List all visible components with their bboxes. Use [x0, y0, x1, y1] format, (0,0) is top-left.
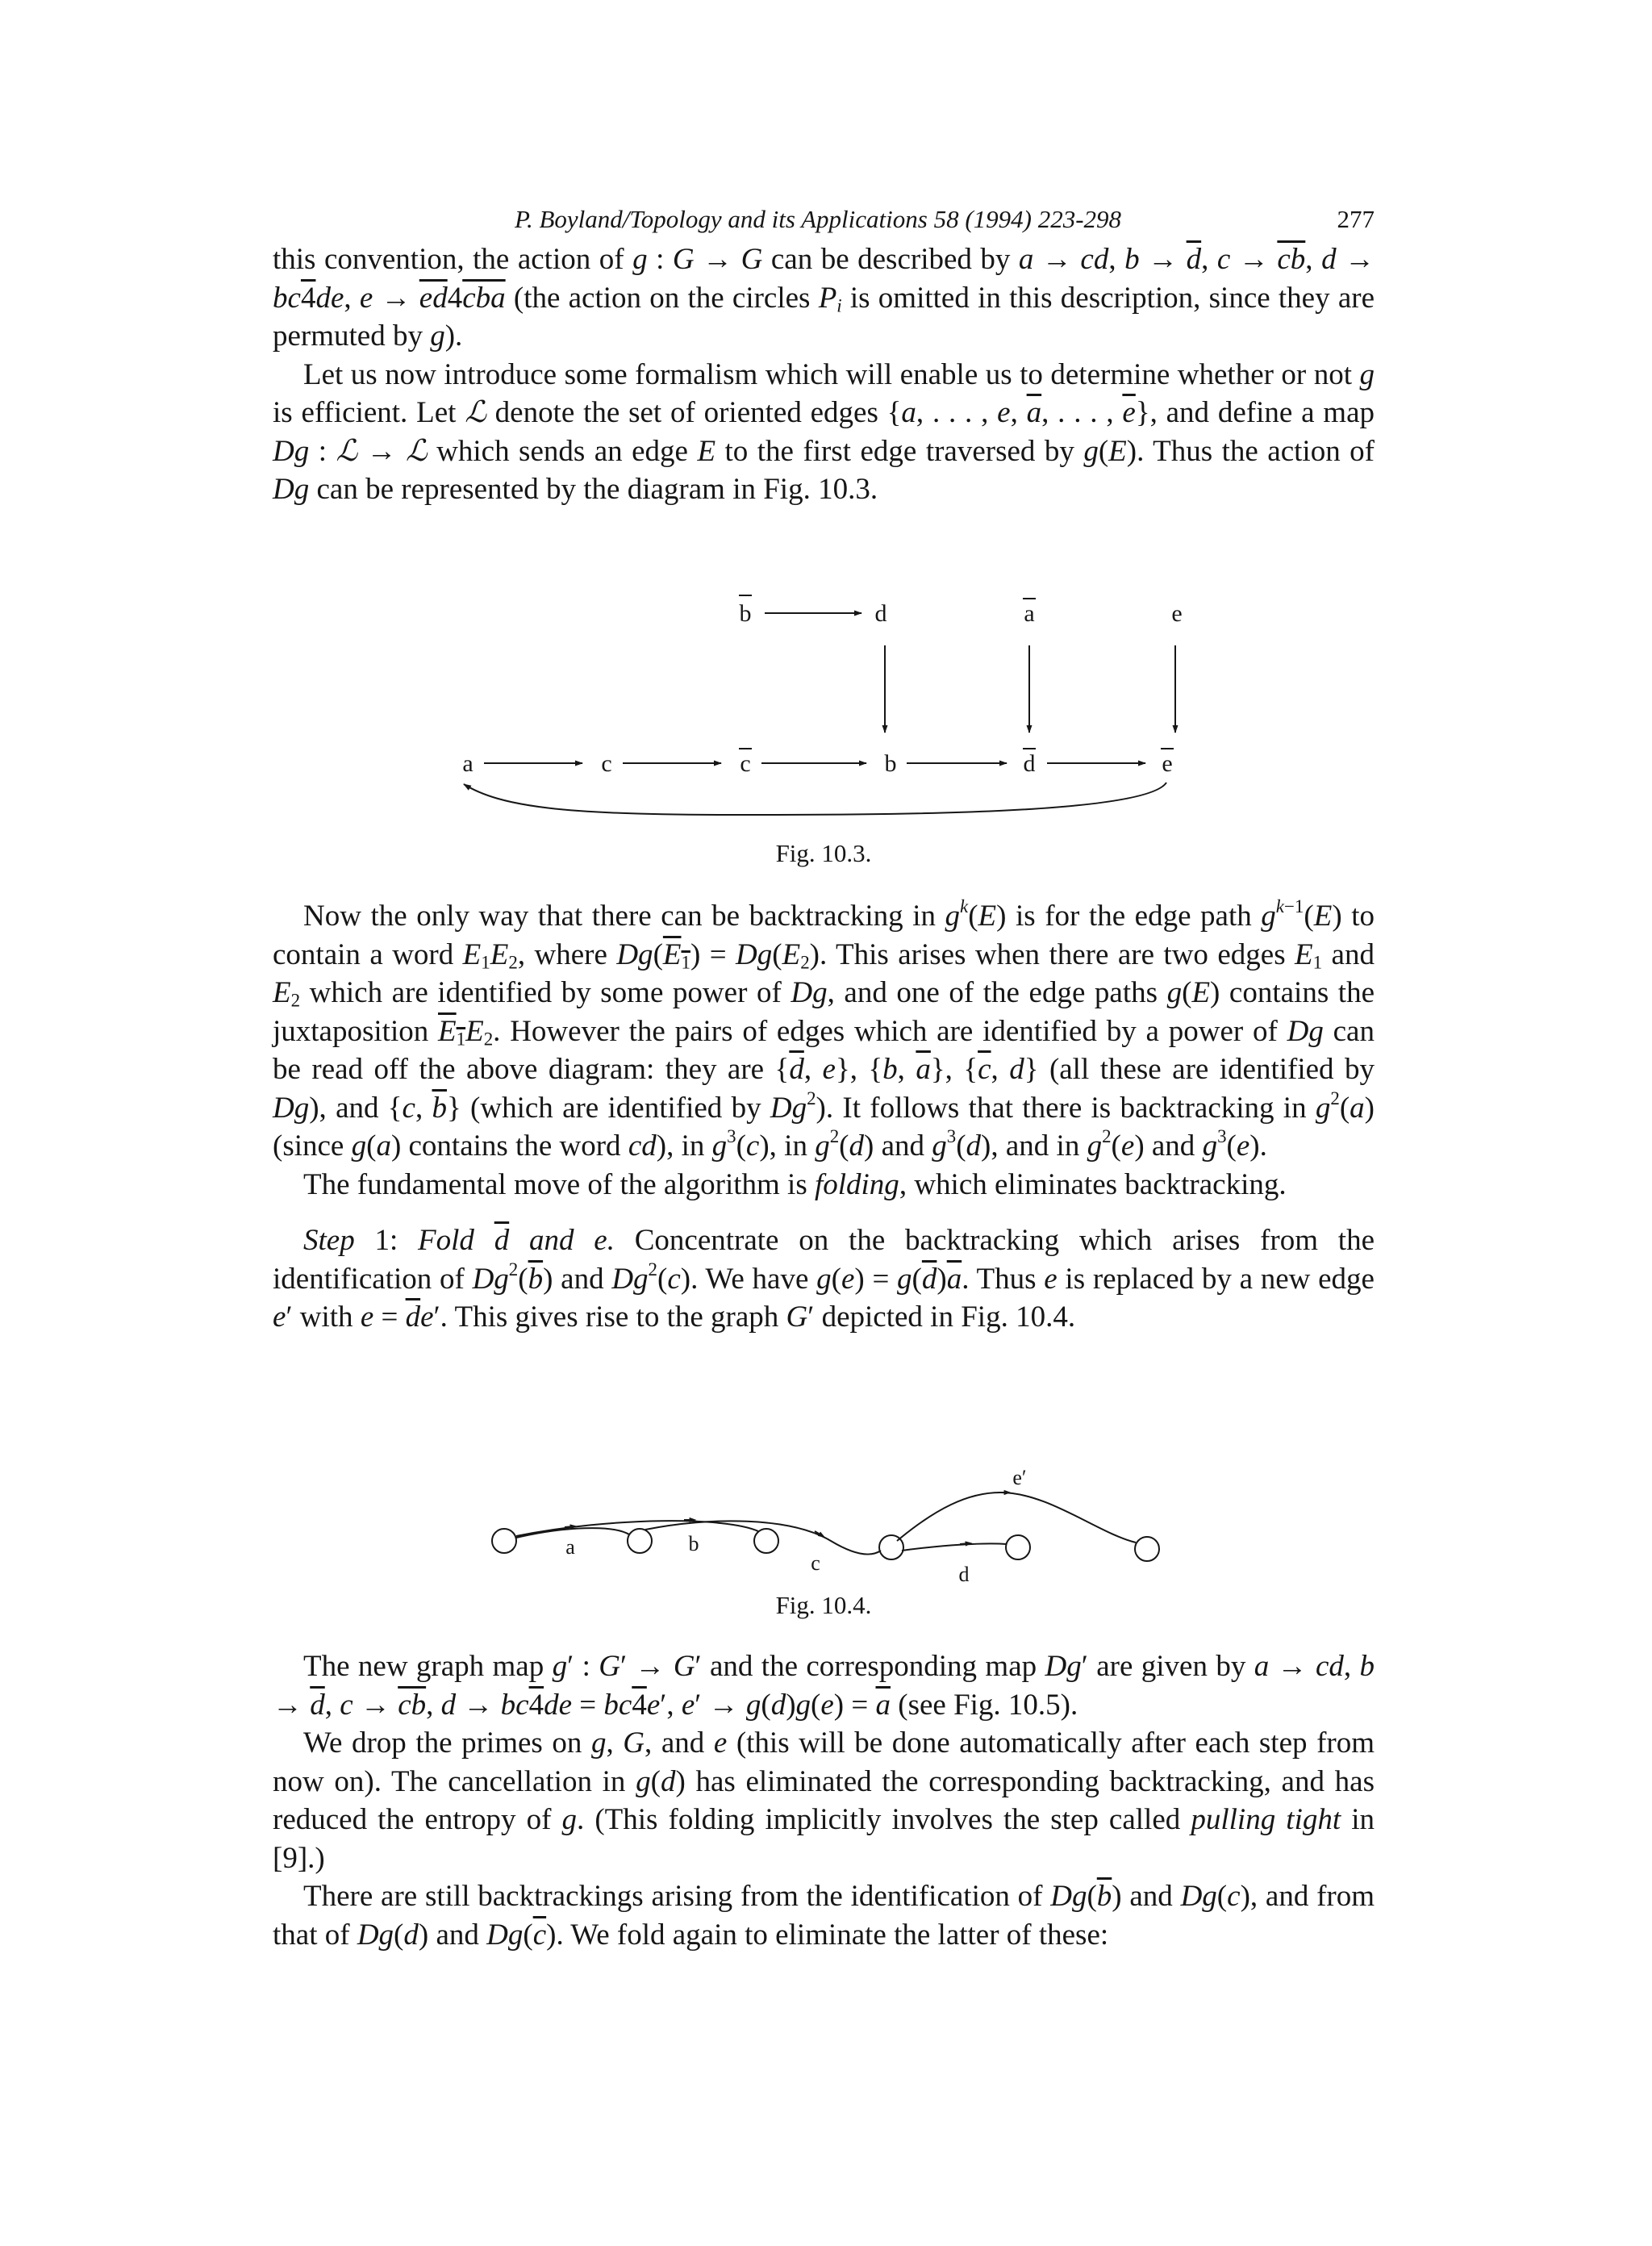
fig103-top-a: a: [1024, 600, 1035, 627]
paragraph-step-1: Step 1: Fold $\overline{d}$ and e. Concentrate on the backtracking which arises from the identification of $Dg^2(\overline{b})$ and Dg$^2$(c). We have $g(e) = g(\overline{d})\overline{a}$. Thus e is replaced by a new edge e′ with $e = \overline{d}e'$. This gives rise to the graph G′ depicted in Fig. 10.4.: [273, 1224, 1375, 1334]
running-head: P. Boyland/Topology and its Applications 58 (1994) 223-298: [515, 205, 1122, 233]
fig103-top-e: e: [1171, 600, 1183, 627]
fig-10-3-caption: Fig. 10.3.: [775, 839, 872, 867]
lower-content: [273, 839, 1375, 1337]
lower-content-2: [273, 1591, 1375, 1954]
edge-b: [516, 1521, 758, 1536]
paragraph-convention: this convention, the action of g : G → G can be described by a → cd, $b \to \overline{d}$, $c \to \overline{cb}$, d → bc4de, $e \to \overline{ed}4\overline{cba}$ (the action on the circles $P_i$ is omitted in this description, since they are permuted by g).: [273, 243, 1375, 353]
vertex-circle-4: [879, 1535, 903, 1559]
fig103-bot-e-bar: e: [1162, 750, 1173, 777]
edge-d: [902, 1543, 1007, 1551]
fig104-label-d: d: [958, 1563, 970, 1586]
fig103-bot-b: b: [884, 750, 897, 777]
fig103-bot-a: a: [462, 750, 473, 777]
fig104-label-e-prime: e′: [1012, 1466, 1027, 1489]
fig104-label-b: b: [688, 1532, 699, 1555]
fig-10-4-graph: [492, 1492, 1159, 1561]
fig103-top-d: d: [874, 600, 887, 627]
paragraph-drop-primes: We drop the primes on g, G, and e (this will be done automatically after each step from now on). The cancellation in g(d) has eliminated the corresponding backtracking, and has reduced the entropy of g. (This folding implicitly involves the step called pulling tight in [9].): [273, 1726, 1375, 1875]
vertex-circle-3: [754, 1529, 778, 1553]
fig103-bot-c: c: [601, 750, 612, 777]
vertex-circle-2: [628, 1529, 652, 1553]
fig104-label-c: c: [811, 1551, 820, 1575]
edge-a: [516, 1528, 629, 1538]
vertex-circle-6: [1135, 1537, 1159, 1561]
fig103-bot-d-bar: d: [1023, 750, 1036, 777]
edge-e-prime: [897, 1492, 1136, 1543]
vertex-circle-1: [492, 1529, 516, 1553]
paragraph-new-map: The new graph map g′ : G′ → G′ and the corresponding map Dg′ are given by a → cd, $b \to \overline{d}$, $c \to \overline{cb}$, d → bc4de = bc4e′, $e' \to g(d)g(e) = \overline{a}$ (see Fig. 10.5).: [273, 1650, 1375, 1722]
paragraph-still-backtracking: There are still backtrackings arising from the identification of $Dg(\overline{b})$ and Dg(c), and from that of Dg(d) and $Dg(\overline{c})$. We fold again to eliminate the latter of these:: [273, 1880, 1375, 1952]
page: [273, 202, 1375, 509]
fig103-bot-c-bar: c: [740, 750, 751, 777]
fig103-top-b: b: [739, 600, 752, 627]
edge-c: [645, 1521, 881, 1554]
paragraph-formalism: Let us now introduce some formalism which will enable us to determine whether or not g is efficient. Let ℒ denote the set of oriented edges {a, . . . , e, $\overline{a}$, . . . , $\overline{e}$}, and define a map Dg : ℒ → ℒ which sends an edge E to the first edge traversed by g(E). Thus the action of Dg can be represented by the diagram in Fig. 10.3.: [273, 357, 1375, 506]
fig-10-4-caption: Fig. 10.4.: [775, 1591, 872, 1619]
step-1-title: Step: [303, 1224, 355, 1257]
paragraph-backtracking: Now the only way that there can be backtracking in $g^k(E)$ is for the edge path $g^{k-1}(E)$ to contain a word $E_1E_2$, where $Dg(E_1) = Dg(E_2)$. This arises when there are two edges $E_1$ and $E_2$ which are identified by some power of Dg, and one of the edge paths g(E) contains the juxtaposition $E_1E_2$. However the pairs of edges which are identified by a power of Dg can be read off the above diagram: they are {$\overline{d}$, e}, {b, $\overline{a}$}, {$\overline{c}$, d} (all these are identified by Dg), and {c, $\overline{b}$} (which are identified by Dg$^2$). It follows that there is backtracking in $g^2(a)$ (since g(a) contains the word cd), in $g^3(c)$, in $g^2(d)$ and $g^3(d)$, and in $g^2(e)$ and $g^3(e)$.: [273, 895, 1375, 1163]
page-number: 277: [1337, 205, 1375, 233]
fig104-label-a: a: [565, 1535, 575, 1559]
paragraph-folding: The fundamental move of the algorithm is folding, which eliminates backtracking.: [303, 1167, 1287, 1201]
arrow-ebar-to-a: [464, 783, 1166, 815]
vertex-circle-5: [1006, 1535, 1030, 1559]
page-header: [273, 202, 1375, 240]
